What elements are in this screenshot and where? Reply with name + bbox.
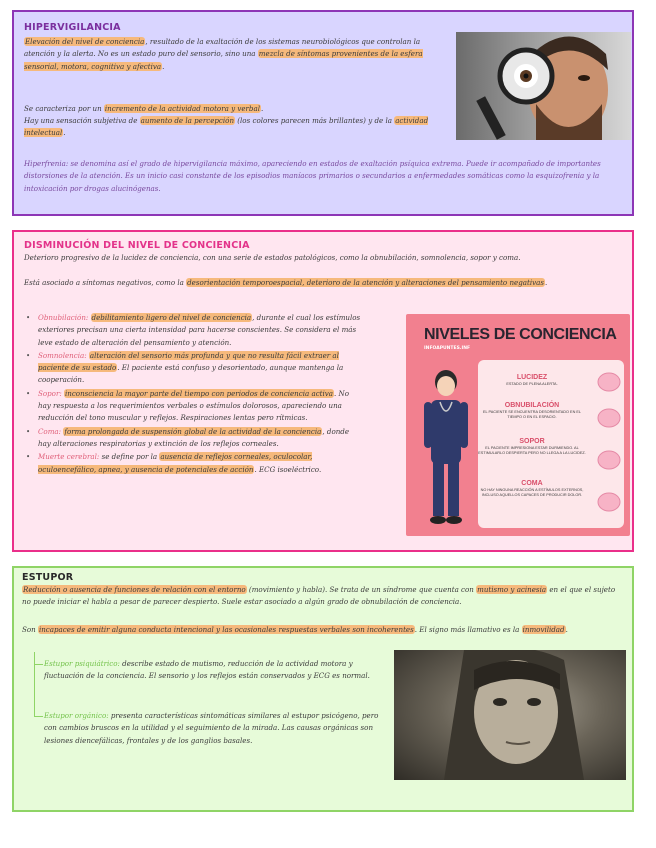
niveles-de-conciencia-poster <box>406 314 630 536</box>
hipervigilancia-paragraph-2: Se caracteriza por un incremento de la actividad motora y verbal. <box>24 104 264 113</box>
brain-icons <box>592 370 626 530</box>
tree-connector <box>34 664 43 717</box>
disminucion-intro: Deterioro progresivo de la lucidez de conciencia, con una serie de estados patológicos, como la obnubilación, somnolencia, sopor y coma. <box>24 253 521 262</box>
estupor-section <box>12 566 634 812</box>
hipervigilancia-paragraph-3: Hay una sensación subjetiva de aumento de la percepción (los colores parecen más brillantes) y de la actividad intelectual. <box>24 116 429 138</box>
poster-title: NIVELES DE CONCIENCIA <box>424 326 617 343</box>
estupor-paragraph-1: Reducción o ausencia de funciones de relación con el entorno (movimiento y habla). Se trata de un síndrome que cuenta con mutismo y acinesia en el que el sujeto no puede iniciar el habla a pesar de parecer despierto. Suele estar asociado a algún grado de obnubilación de conciencia. <box>22 585 616 607</box>
hipervigilancia-section <box>12 10 634 216</box>
poster-brand: INFOAPUNTES.INF <box>424 346 471 351</box>
hipervigilancia-paragraph-1: Elevación del nivel de conciencia, resultado de la exaltación de los sistemas neurobiológicos que controlan la atención y la alerta. No es un estado puro del sensorio, sino una mezcla de síntomas provenientes de la esfera sensorial, motora, cognitiva y afectiva. <box>24 37 423 71</box>
disminucion-list <box>24 312 364 477</box>
poster-level-sopor: SOPOR EL PACIENTE IMPRESIONA ESTAR DURMIENDO. AL ESTIMULARLO DESPIERTA PERO NO LLEGA A LA LUCIDEZ. <box>478 438 586 455</box>
list-item: • Muerte cerebral: se define por la ausencia de reflejos corneales, oculocolar, oculoencefálico, apnea, y ausencia de potenciales de acción. ECG isoeléctrico. <box>24 451 364 476</box>
poster-level-lucidez: LUCIDEZ ESTADO DE PLENA ALERTA. <box>506 374 558 386</box>
poster-level-obnubilacion: OBNUBILACIÓN EL PACIENTE SE ENCUENTRA DESORIENTADO EN EL TIEMPO O EN EL ESPACIO. <box>482 402 582 419</box>
disminucion-section <box>12 230 634 552</box>
estupor-title: ESTUPOR <box>22 572 74 583</box>
list-item: • Coma: forma prolongada de suspensión global de la actividad de la conciencia, donde hay alteraciones respiratorias y extinción de los reflejos corneales. <box>24 426 364 451</box>
hipervigilancia-title: HIPERVIGILANCIA <box>24 22 121 33</box>
poster-level-coma: COMA NO HAY NINGUNA REACCIÓN A ESTÍMULOS EXTERNOS, INCLUSO AQUELLOS CAPACES DE PRODUCIR DOLOR. <box>480 480 584 497</box>
hiperfrenia-paragraph: Hiperfrenia: se denomina así el grado de hipervigilancia máximo, apareciendo en estados de exaltación psíquica extrema. Puede ir acompañado de importantes distorsiones de la atención. Es un inicio casi constante de los episodios maníacos primarios o secundarios a enfermedades somáticas como la esquizofrenia y la intoxicación por drogas alucinógenas. <box>24 159 601 193</box>
estupor-organico: Estupor orgánico: presenta características sintomáticas similares al estupor psicógeno, pero con cambios bruscos en la utilidad y el seguimiento de la mirada. Las causas orgánicas son lesiones diencefálicas, frontales y de los ganglios basales. <box>44 711 379 745</box>
nurse-illustration <box>416 368 476 528</box>
estupor-psiquiatrico: Estupor psiquiátrico: describe estado de mutismo, reducción de la actividad motora y fluctuación de la conciencia. El sensorio y los reflejos están conservados y ECG es normal. <box>44 659 370 681</box>
list-item: • Sopor: inconsciencia la mayor parte del tiempo con periodos de conciencia activa. No hay respuesta a los requerimientos verbales o estímulos dolorosos, apareciendo una reducción del tono muscular y reflejos. Respiraciones lentas pero rítmicas. <box>24 388 364 425</box>
disminucion-title: DISMINUCIÓN DEL NIVEL DE CONCIENCIA <box>24 240 250 251</box>
list-item: • Obnubilación: debilitamiento ligero del nivel de conciencia, durante el cual los estímulos exteriores precisan una cierta intensidad para hacerse conscientes. Se considera el más leve estado de alteración del pensamiento y atención. <box>24 312 364 349</box>
list-item: • Somnolencia: alteración del sensorio más profunda y que no resulta fácil extraer al paciente de su estado. El paciente está confuso y desorientado, aunque mantenga la cooperación. <box>24 350 364 387</box>
girl-portrait-photo <box>394 650 626 780</box>
disminucion-paragraph-2: Está asociado a síntomas negativos, como la desorientación temporoespacial, deterioro de la atención y alteraciones del pensamiento negativas. <box>24 278 548 287</box>
estupor-paragraph-2: Son incapaces de emitir alguna conducta intencional y las ocasionales respuestas verbales son incoherentes. El signo más llamativo es la inmovilidad. <box>22 625 568 634</box>
man-with-magnifying-glass-photo <box>456 32 631 140</box>
